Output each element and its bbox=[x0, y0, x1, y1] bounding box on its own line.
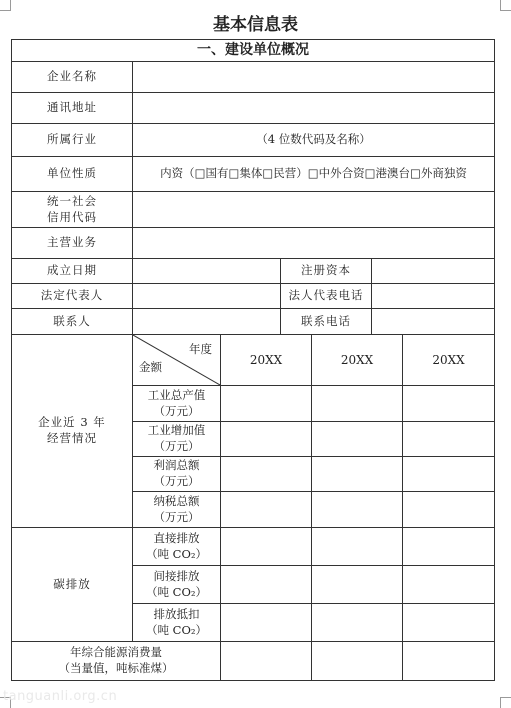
value-added-year3-cell[interactable] bbox=[403, 422, 495, 457]
credit-code-label bbox=[12, 192, 133, 228]
item-label-indirect-emission bbox=[133, 566, 221, 604]
nature-options: 内资（□国有□集体□民营）□中外合资□港澳台□外商独资 bbox=[160, 166, 467, 181]
section-title: 一、建设单位概况 bbox=[12, 40, 495, 62]
contact-field[interactable] bbox=[133, 309, 281, 335]
year-column-2: 20XX bbox=[312, 335, 403, 386]
item-label-direct-emission bbox=[133, 528, 221, 566]
item-label-line1: 工业总产值 bbox=[147, 387, 206, 402]
item-label-line2: （万元） bbox=[153, 439, 200, 453]
contact-phone-field[interactable] bbox=[372, 309, 495, 335]
nature-label: 单位性质 bbox=[12, 157, 133, 192]
indirect-emission-year3-cell[interactable] bbox=[403, 566, 495, 604]
energy-label-line2: （当量值，吨标准煤） bbox=[58, 661, 174, 675]
item-label-line1: 间接排放 bbox=[153, 568, 200, 583]
emission-offset-year1-cell[interactable] bbox=[221, 604, 312, 642]
item-label-line2: （吨 CO₂） bbox=[146, 546, 207, 561]
gross-output-year3-cell[interactable] bbox=[403, 386, 495, 422]
item-label-line2: （吨 CO₂） bbox=[146, 622, 207, 637]
energy-year3-cell[interactable] bbox=[403, 642, 495, 681]
item-label-line1: 排放抵扣 bbox=[153, 606, 200, 621]
operations-label-line1: 企业近 3 年 bbox=[38, 415, 106, 430]
company-name-field[interactable] bbox=[133, 62, 495, 93]
item-label-line1: 工业增加值 bbox=[147, 423, 206, 438]
value-added-year1-cell[interactable] bbox=[221, 422, 312, 457]
item-label-total-profit bbox=[133, 457, 221, 492]
reg-capital-label: 注册资本 bbox=[281, 259, 372, 284]
year-column-3: 20XX bbox=[403, 335, 495, 386]
item-label-line2: （万元） bbox=[153, 474, 200, 488]
energy-year1-cell[interactable] bbox=[221, 642, 312, 681]
item-label-line2: （万元） bbox=[153, 403, 200, 418]
indirect-emission-year1-cell[interactable] bbox=[221, 566, 312, 604]
legal-rep-label: 法定代表人 bbox=[12, 284, 133, 309]
indirect-emission-year2-cell[interactable] bbox=[312, 566, 403, 604]
company-name-label: 企业名称 bbox=[12, 62, 133, 93]
address-label: 通讯地址 bbox=[12, 93, 133, 124]
energy-year2-cell[interactable] bbox=[312, 642, 403, 681]
gross-output-year2-cell[interactable] bbox=[312, 386, 403, 422]
item-label-line1: 直接排放 bbox=[153, 530, 200, 545]
gross-output-year1-cell[interactable] bbox=[221, 386, 312, 422]
year-column-1: 20XX bbox=[221, 335, 312, 386]
industry-hint: （4 位数代码及名称） bbox=[256, 132, 371, 147]
total-profit-year3-cell[interactable] bbox=[403, 457, 495, 492]
contact-label: 联系人 bbox=[12, 309, 133, 335]
year-amount-header bbox=[133, 335, 221, 386]
emission-offset-year3-cell[interactable] bbox=[403, 604, 495, 642]
total-tax-year3-cell[interactable] bbox=[403, 492, 495, 528]
item-label-line1: 利润总额 bbox=[153, 458, 200, 473]
reg-capital-field[interactable] bbox=[372, 259, 495, 284]
item-label-line2: （万元） bbox=[153, 509, 200, 524]
header-amount: 金额 bbox=[139, 360, 162, 375]
credit-code-field[interactable] bbox=[133, 192, 495, 228]
total-tax-year2-cell[interactable] bbox=[312, 492, 403, 528]
contact-phone-label: 联系电话 bbox=[281, 309, 372, 335]
main-business-label: 主营业务 bbox=[12, 228, 133, 259]
founded-field[interactable] bbox=[133, 259, 281, 284]
item-label-emission-offset bbox=[133, 604, 221, 642]
industry-field[interactable] bbox=[133, 124, 495, 157]
credit-code-label-line2: 信用代码 bbox=[47, 209, 97, 224]
legal-rep-phone-field[interactable] bbox=[372, 284, 495, 309]
industry-label: 所属行业 bbox=[12, 124, 133, 157]
main-business-field[interactable] bbox=[133, 228, 495, 259]
founded-label: 成立日期 bbox=[12, 259, 133, 284]
crop-mark-bottom-right bbox=[500, 697, 511, 708]
carbon-label: 碳排放 bbox=[12, 528, 133, 642]
legal-rep-phone-label: 法人代表电话 bbox=[281, 284, 372, 309]
item-label-line2: （吨 CO₂） bbox=[146, 584, 207, 599]
page-title: 基本信息表 bbox=[213, 15, 298, 35]
item-label-value-added bbox=[133, 422, 221, 457]
energy-consumption-label bbox=[12, 642, 221, 681]
total-profit-year1-cell[interactable] bbox=[221, 457, 312, 492]
basic-info-table bbox=[11, 39, 495, 681]
address-field[interactable] bbox=[133, 93, 495, 124]
total-profit-year2-cell[interactable] bbox=[312, 457, 403, 492]
header-year: 年度 bbox=[189, 342, 212, 356]
operations-label-line2: 经营情况 bbox=[47, 431, 97, 445]
item-label-line1: 纳税总额 bbox=[153, 493, 200, 508]
credit-code-label-line1: 统一社会 bbox=[47, 193, 97, 208]
item-label-gross-output bbox=[133, 386, 221, 422]
item-label-total-tax bbox=[133, 492, 221, 528]
total-tax-year1-cell[interactable] bbox=[221, 492, 312, 528]
direct-emission-year1-cell[interactable] bbox=[221, 528, 312, 566]
direct-emission-year3-cell[interactable] bbox=[403, 528, 495, 566]
energy-label-line1: 年综合能源消费量 bbox=[70, 645, 162, 660]
direct-emission-year2-cell[interactable] bbox=[312, 528, 403, 566]
operations-label bbox=[12, 335, 133, 528]
emission-offset-year2-cell[interactable] bbox=[312, 604, 403, 642]
nature-field[interactable] bbox=[133, 157, 495, 192]
value-added-year2-cell[interactable] bbox=[312, 422, 403, 457]
watermark: tanguanli.org.cn bbox=[3, 689, 118, 704]
legal-rep-field[interactable] bbox=[133, 284, 281, 309]
